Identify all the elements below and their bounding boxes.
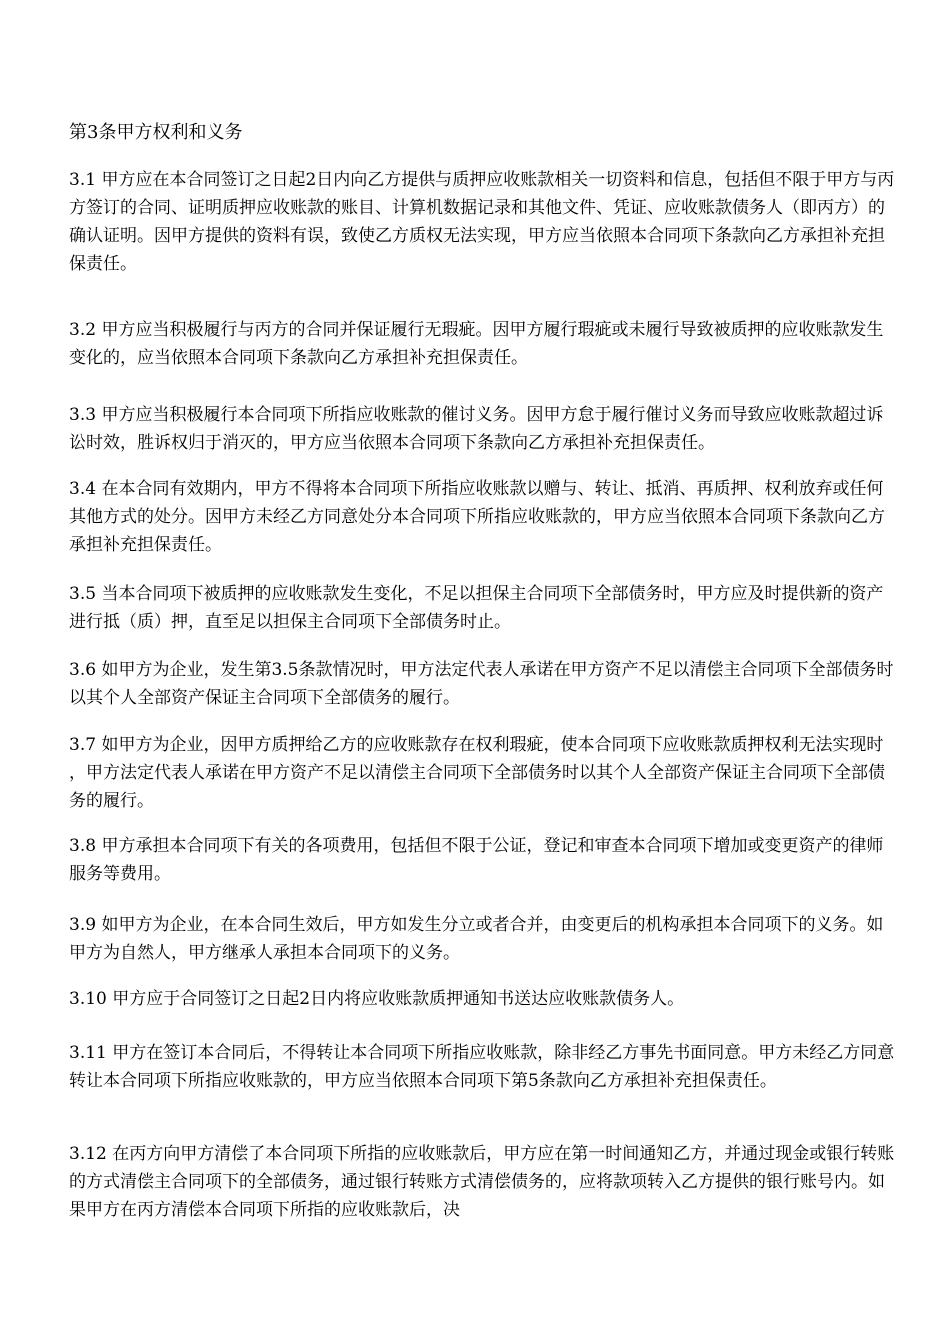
clause-3-12: 3.12 在丙方向甲方清偿了本合同项下所指的应收账款后，甲方应在第一时间通知乙方，并通过现金或银行转账的方式清偿主合同项下的全部债务，通过银行转账方式清偿债务的，应将款项转入乙方提供的银行账号内。如果甲方在丙方清偿本合同项下所指的应收账款后，决: [69, 1144, 895, 1220]
clause-3-6: 3.6 如甲方为企业，发生第3.5条款情况时，甲方法定代表人承诺在甲方资产不足以清偿主合同项下全部债务时以其个人全部资产保证主合同项下全部债务的履行。: [69, 660, 894, 708]
clause-3-2: 3.2 甲方应当积极履行与丙方的合同并保证履行无瑕疵。因甲方履行瑕疵或未履行导致被质押的应收账款发生变化的，应当依照本合同项下条款向乙方承担补充担保责任。: [69, 320, 884, 368]
clause-3-1: 3.1 甲方应在本合同签订之日起2日内向乙方提供与质押应收账款相关一切资料和信息，包括但不限于甲方与丙方签订的合同、证明质押应收账款的账目、计算机数据记录和其他文件、凭证、应收账款债务人（即丙方）的确认证明。因甲方提供的资料有误，致使乙方质权无法实现，甲方应当依照本合同项下条款向乙方承担补充担保责任。: [69, 170, 895, 274]
clause-3-7: 3.7 如甲方为企业，因甲方质押给乙方的应收账款存在权利瑕疵，使本合同项下应收账款质押权利无法实现时，甲方法定代表人承诺在甲方资产不足以清偿主合同项下全部债务时以其个人全部资产保证主合同项下全部债务的履行。: [69, 735, 885, 811]
clause-3-10: 3.10 甲方应于合同签订之日起2日内将应收账款质押通知书送达应收账款债务人。: [69, 989, 685, 1009]
clause-3-11: 3.11 甲方在签订本合同后，不得转让本合同项下所指应收账款，除非经乙方事先书面同意。甲方未经乙方同意转让本合同项下所指应收账款的，甲方应当依照本合同项下第5条款向乙方承担补充担保责任。: [69, 1043, 895, 1091]
clause-3-5: 3.5 当本合同项下被质押的应收账款发生变化，不足以担保主合同项下全部债务时，甲方应及时提供新的资产进行抵（质）押，直至足以担保主合同项下全部债务时止。: [69, 584, 884, 632]
clause-3-9: 3.9 如甲方为企业，在本合同生效后，甲方如发生分立或者合并，由变更后的机构承担本合同项下的义务。如甲方为自然人，甲方继承人承担本合同项下的义务。: [69, 915, 884, 963]
section-heading: 第3条甲方权利和义务: [69, 122, 243, 143]
clause-3-4: 3.4 在本合同有效期内，甲方不得将本合同项下所指应收账款以赠与、转让、抵消、再质押、权利放弃或任何其他方式的处分。因甲方未经乙方同意处分本合同项下所指应收账款的，甲方应当依照本合同项下条款向乙方承担补充担保责任。: [69, 479, 885, 555]
clause-3-8: 3.8 甲方承担本合同项下有关的各项费用，包括但不限于公证，登记和审查本合同项下增加或变更资产的律师服务等费用。: [69, 836, 884, 884]
clause-3-3: 3.3 甲方应当积极履行本合同项下所指应收账款的催讨义务。因甲方怠于履行催讨义务而导致应收账款超过诉讼时效，胜诉权归于消灭的，甲方应当依照本合同项下条款向乙方承担补充担保责任。: [69, 405, 884, 453]
